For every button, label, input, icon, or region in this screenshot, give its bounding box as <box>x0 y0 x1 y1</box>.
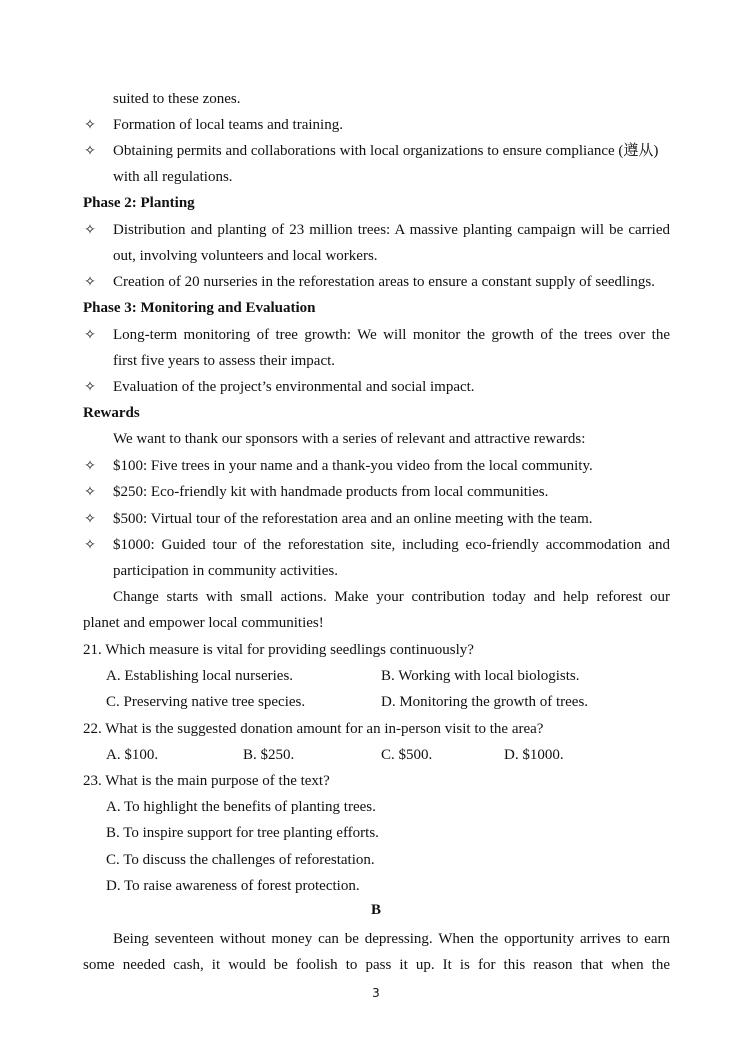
page-number: 3 <box>372 986 380 1000</box>
diamond-bullet-icon: ✧ <box>84 222 96 238</box>
phase2-bullet-1-line-1: Distribution and planting of 23 million trees: A massive planting campaign will be carried <box>113 222 670 238</box>
phase2-bullet-2: Creation of 20 nurseries in the reforestation areas to ensure a constant supply of seedlings. <box>113 274 655 290</box>
rewards-closing-line-1: Change starts with small actions. Make your contribution today and help reforest our <box>113 589 670 605</box>
rewards-closing-line-2: planet and empower local communities! <box>83 615 324 631</box>
phase3-bullet-1-line-1: Long-term monitoring of tree growth: We will monitor the growth of the trees over the <box>113 327 670 343</box>
question-21-option-c[interactable]: C. Preserving native tree species. <box>106 694 306 710</box>
question-23-option-c[interactable]: C. To discuss the challenges of reforestation. <box>106 852 375 868</box>
diamond-bullet-icon: ✧ <box>84 274 96 290</box>
reward-500: $500: Virtual tour of the reforestation area and an online meeting with the team. <box>113 511 593 527</box>
phase1-bullet-2-line-1: Obtaining permits and collaborations with local organizations to ensure compliance (遵从) <box>113 143 659 159</box>
phase3-bullet-2: Evaluation of the project’s environmental and social impact. <box>113 379 475 395</box>
rewards-heading: Rewards <box>83 405 140 421</box>
diamond-bullet-icon: ✧ <box>84 379 96 395</box>
question-21-stem: 21. Which measure is vital for providing seedlings continuously? <box>83 642 474 658</box>
diamond-bullet-icon: ✧ <box>84 458 96 474</box>
phase3-bullet-1-line-2: first five years to assess their impact. <box>113 353 336 369</box>
question-22-option-c[interactable]: C. $500. <box>381 747 433 763</box>
phase1-bullet-2-line-2: with all regulations. <box>113 169 233 185</box>
phase2-heading: Phase 2: Planting <box>83 195 195 211</box>
question-23-option-a[interactable]: A. To highlight the benefits of planting trees. <box>106 799 376 815</box>
reward-1000-line-1: $1000: Guided tour of the reforestation site, including eco-friendly accommodation and <box>113 537 670 553</box>
rewards-intro: We want to thank our sponsors with a series of relevant and attractive rewards: <box>113 431 586 447</box>
phase3-heading: Phase 3: Monitoring and Evaluation <box>83 300 316 316</box>
question-21-option-b[interactable]: B. Working with local biologists. <box>381 668 580 684</box>
question-21-option-a[interactable]: A. Establishing local nurseries. <box>106 668 294 684</box>
reward-250: $250: Eco-friendly kit with handmade products from local communities. <box>113 484 549 500</box>
question-22-option-a[interactable]: A. $100. <box>106 747 159 763</box>
reward-100: $100: Five trees in your name and a thank-you video from the local community. <box>113 458 593 474</box>
diamond-bullet-icon: ✧ <box>84 511 96 527</box>
section-b-line-1: Being seventeen without money can be depressing. When the opportunity arrives to earn <box>113 931 670 947</box>
section-b-line-2: some needed cash, it would be foolish to pass it up. It is for this reason that when the <box>83 957 670 973</box>
diamond-bullet-icon: ✧ <box>84 327 96 343</box>
reward-1000-line-2: participation in community activities. <box>113 563 338 579</box>
question-23-option-d[interactable]: D. To raise awareness of forest protection. <box>106 878 360 894</box>
phase2-bullet-1-line-2: out, involving volunteers and local workers. <box>113 248 378 264</box>
phase1-continuation-line: suited to these zones. <box>113 91 241 107</box>
question-22-stem: 22. What is the suggested donation amount for an in-person visit to the area? <box>83 721 544 737</box>
phase1-bullet-1: Formation of local teams and training. <box>113 117 343 133</box>
question-23-option-b[interactable]: B. To inspire support for tree planting efforts. <box>106 825 379 841</box>
question-21-option-d[interactable]: D. Monitoring the growth of trees. <box>381 694 589 710</box>
diamond-bullet-icon: ✧ <box>84 143 96 159</box>
question-23-stem: 23. What is the main purpose of the text? <box>83 773 330 789</box>
section-b-heading: B <box>370 902 381 918</box>
question-22-option-d[interactable]: D. $1000. <box>504 747 564 763</box>
diamond-bullet-icon: ✧ <box>84 117 96 133</box>
diamond-bullet-icon: ✧ <box>84 484 96 500</box>
question-22-option-b[interactable]: B. $250. <box>243 747 295 763</box>
diamond-bullet-icon: ✧ <box>84 537 96 553</box>
